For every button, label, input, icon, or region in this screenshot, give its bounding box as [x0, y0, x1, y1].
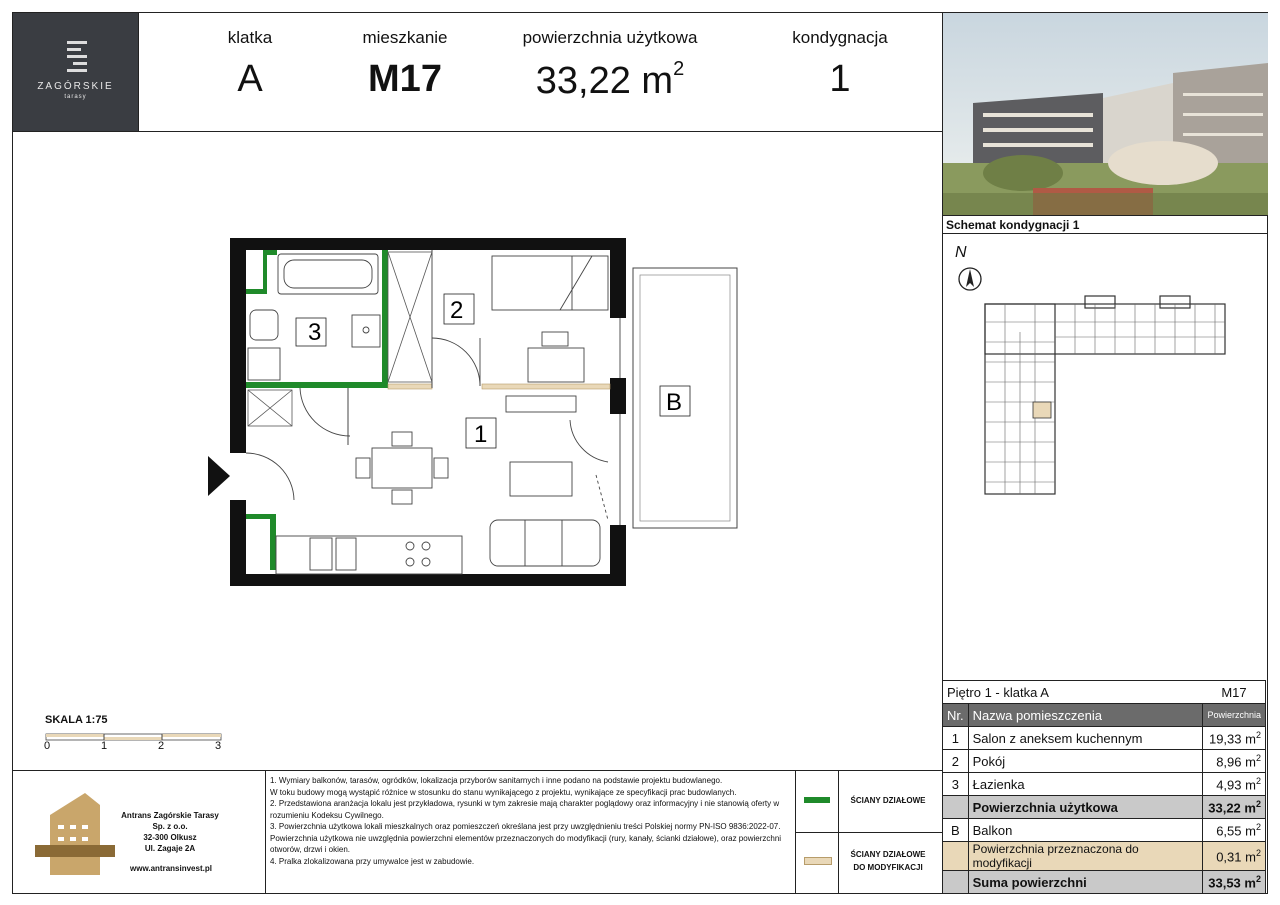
legend-modif-swatch: [804, 857, 832, 865]
scale-label: SKALA 1:75: [45, 714, 108, 726]
brand-sub: tarasy: [64, 94, 87, 100]
table-row: 2 Pokój 8,96 $m^2$: [943, 750, 1266, 773]
apartment-highlight: [1033, 402, 1051, 418]
floor-schema-title: Schemat kondygnacji 1: [946, 218, 1080, 232]
klatka-value: A: [237, 58, 263, 100]
scale-bar: [44, 732, 224, 742]
table-row: 3 Łazienka 4,93 $m^2$: [943, 773, 1266, 796]
room-label-2: 2: [450, 297, 464, 324]
brand-name: ZAGÓRSKIE: [37, 81, 114, 92]
area-value: 33,22 $m^2$: [535, 58, 685, 102]
company-logo: [30, 785, 120, 885]
table-row-modification: Powierzchnia przeznaczona do modyfikacji 0,31 $m^2$: [943, 842, 1266, 871]
company-web[interactable]: www.antransinvest.pl: [130, 864, 212, 873]
scale-tick-1: 1: [101, 740, 108, 752]
room-label-1: 1: [474, 421, 488, 448]
scale-tick-0: 0: [44, 740, 51, 752]
mieszkanie-label: mieszkanie: [362, 28, 448, 47]
table-row-total: Suma powierzchni 33,53 $m^2$: [943, 871, 1266, 894]
table-row-usable: Powierzchnia użytkowa 33,22 $m^2$: [943, 796, 1266, 819]
balcony-label: B: [666, 389, 683, 416]
legend-walls-swatch: [804, 797, 830, 803]
notes: 1. Wymiary balkonów, tarasów, ogródków, lokalizacja przyborów sanitarnych i inne podano na podstawie projektu budowlanego. W toku budowy mogą wystąpić różnice w stosunku do stanu wynikającego z projektu, wynikające ze specyfikacji prac budowlanych. 2. Przedstawiona aranżacja lokalu jest przykładowa, rysunki w tym zakresie mają charakter poglądowy oraz informacyjny i nie stanowią oferty w rozumieniu Kodeksu Cywilnego. 3. Powierzchnia użytkowa lokali mieszkalnych oraz pomieszczeń określana jest przy uwzględnieniu treści Polskiej normy PN-ISO 9836:2022-07. Powierzchnia użytkowa nie uwzględnia powierzchni elementów przeznaczonych do modyfikacji (rury, kanały, ścianki działowe), oraz powierzchni otworów, drzwi i okien. 4. Pralka zlokalizowana przy umywalce jest w zabudowie.: [270, 776, 782, 866]
kondygnacja-value: 1: [829, 58, 851, 100]
room-label-3: 3: [308, 319, 322, 346]
key-plan: [975, 292, 1235, 507]
table-columns: Nr. Nazwa pomieszczenia Powierzchnia: [943, 704, 1266, 727]
legend-walls-label: ŚCIANY DZIAŁOWE: [850, 796, 926, 805]
north-label: N: [955, 244, 967, 261]
mieszkanie-value: M17: [368, 58, 442, 100]
table-row: 1 Salon z aneksem kuchennym 19,33 $m^2$: [943, 727, 1266, 750]
legend-modif-label: ŚCIANY DZIAŁOWE DO MODYFIKACJI: [850, 850, 926, 872]
scale-tick-2: 2: [158, 740, 165, 752]
logo-mark-icon: [65, 39, 89, 73]
table-header: Piętro 1 - klatka A M17: [943, 681, 1266, 704]
klatka-label: klatka: [227, 28, 273, 47]
brand-logo: [13, 13, 138, 131]
entrance-arrow-icon: [208, 456, 230, 496]
table-row-balcony: B Balkon 6,55 $m^2$: [943, 819, 1266, 842]
company-info: Antrans Zagórskie Tarasy Sp. z o.o. 32-300 Olkusz Ul. Zagaje 2A: [121, 811, 219, 853]
area-label: powierzchnia użytkowa: [522, 28, 698, 47]
kondygnacja-label: kondygnacja: [792, 28, 888, 47]
scale-tick-3: 3: [215, 740, 222, 752]
floor-plan: [200, 230, 760, 600]
rooms-table: [942, 680, 1266, 894]
compass-icon: [957, 266, 983, 292]
building-photo: [943, 13, 1268, 215]
